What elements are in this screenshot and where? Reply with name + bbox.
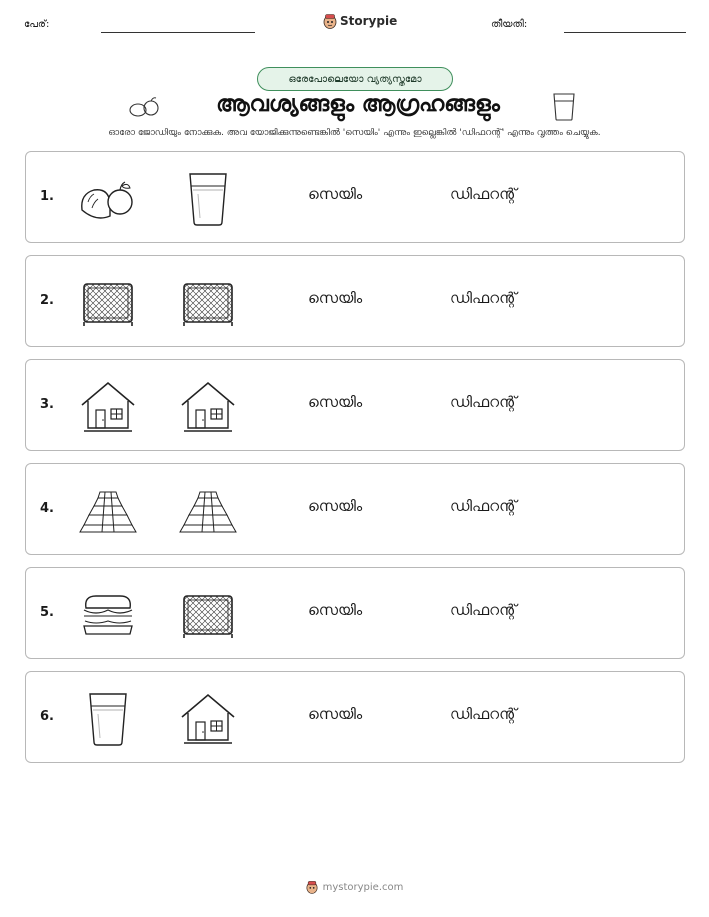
name-label: പേര്: bbox=[24, 19, 50, 30]
topic-badge: ഒരേപോലെയോ വ്യത്യസ്തമോ bbox=[257, 67, 453, 91]
glass-icon bbox=[78, 692, 138, 747]
instructions: ഓരോ ജോഡിയും നോക്കുക. അവ യോജിക്കുന്നുണ്ടെങ്കിൽ 'സെയിം' എന്നും ഇല്ലെങ്കിൽ 'ഡിഫറന്റ്' എന്നും വൃത്തം ചെയ്യുക. bbox=[108, 128, 601, 138]
pyramid-icon bbox=[78, 484, 138, 539]
footer-url: mystorypie.com bbox=[322, 881, 404, 893]
same-option[interactable]: സെയിം bbox=[308, 601, 363, 619]
bread-apple-icon bbox=[78, 172, 138, 227]
question-row bbox=[25, 359, 685, 451]
page-title: ആവശ്യങ്ങളും ആഗ്രഹങ്ങളും bbox=[216, 92, 500, 117]
worksheet-header bbox=[0, 12, 709, 42]
question-row bbox=[25, 463, 685, 555]
question-row bbox=[25, 671, 685, 763]
different-option[interactable]: ഡിഫറന്റ് bbox=[450, 705, 517, 723]
storypie-mascot-icon bbox=[306, 880, 318, 894]
fruits-icon bbox=[128, 96, 162, 118]
footer bbox=[0, 880, 709, 894]
question-number: 3. bbox=[40, 397, 54, 412]
question-row bbox=[25, 151, 685, 243]
same-option[interactable]: സെയിം bbox=[308, 497, 363, 515]
question-number: 2. bbox=[40, 293, 54, 308]
different-option[interactable]: ഡിഫറന്റ് bbox=[450, 393, 517, 411]
brand-logo bbox=[323, 13, 397, 29]
house-icon bbox=[178, 380, 238, 435]
different-option[interactable]: ഡിഫറന്റ് bbox=[450, 289, 517, 307]
different-option[interactable]: ഡിഫറന്റ് bbox=[450, 601, 517, 619]
goal-net-icon bbox=[178, 588, 238, 643]
storypie-mascot-icon bbox=[323, 13, 337, 29]
glass-icon bbox=[178, 172, 238, 227]
pyramid-icon bbox=[178, 484, 238, 539]
different-option[interactable]: ഡിഫറന്റ് bbox=[450, 497, 517, 515]
same-option[interactable]: സെയിം bbox=[308, 289, 363, 307]
question-row bbox=[25, 567, 685, 659]
date-label: തീയതി: bbox=[491, 19, 528, 30]
same-option[interactable]: സെയിം bbox=[308, 393, 363, 411]
same-option[interactable]: സെയിം bbox=[308, 705, 363, 723]
question-number: 6. bbox=[40, 709, 54, 724]
question-number: 5. bbox=[40, 605, 54, 620]
question-row bbox=[25, 255, 685, 347]
name-line bbox=[101, 32, 255, 33]
question-number: 1. bbox=[40, 189, 54, 204]
question-number: 4. bbox=[40, 501, 54, 516]
brand-name: Storypie bbox=[340, 14, 398, 28]
title-row bbox=[0, 92, 709, 122]
house-icon bbox=[78, 380, 138, 435]
sandwich-icon bbox=[78, 588, 138, 643]
house-icon bbox=[178, 692, 238, 747]
goal-net-icon bbox=[178, 276, 238, 331]
same-option[interactable]: സെയിം bbox=[308, 185, 363, 203]
date-line bbox=[564, 32, 686, 33]
different-option[interactable]: ഡിഫറന്റ് bbox=[450, 185, 517, 203]
goal-net-icon bbox=[78, 276, 138, 331]
glass-icon bbox=[552, 92, 576, 122]
